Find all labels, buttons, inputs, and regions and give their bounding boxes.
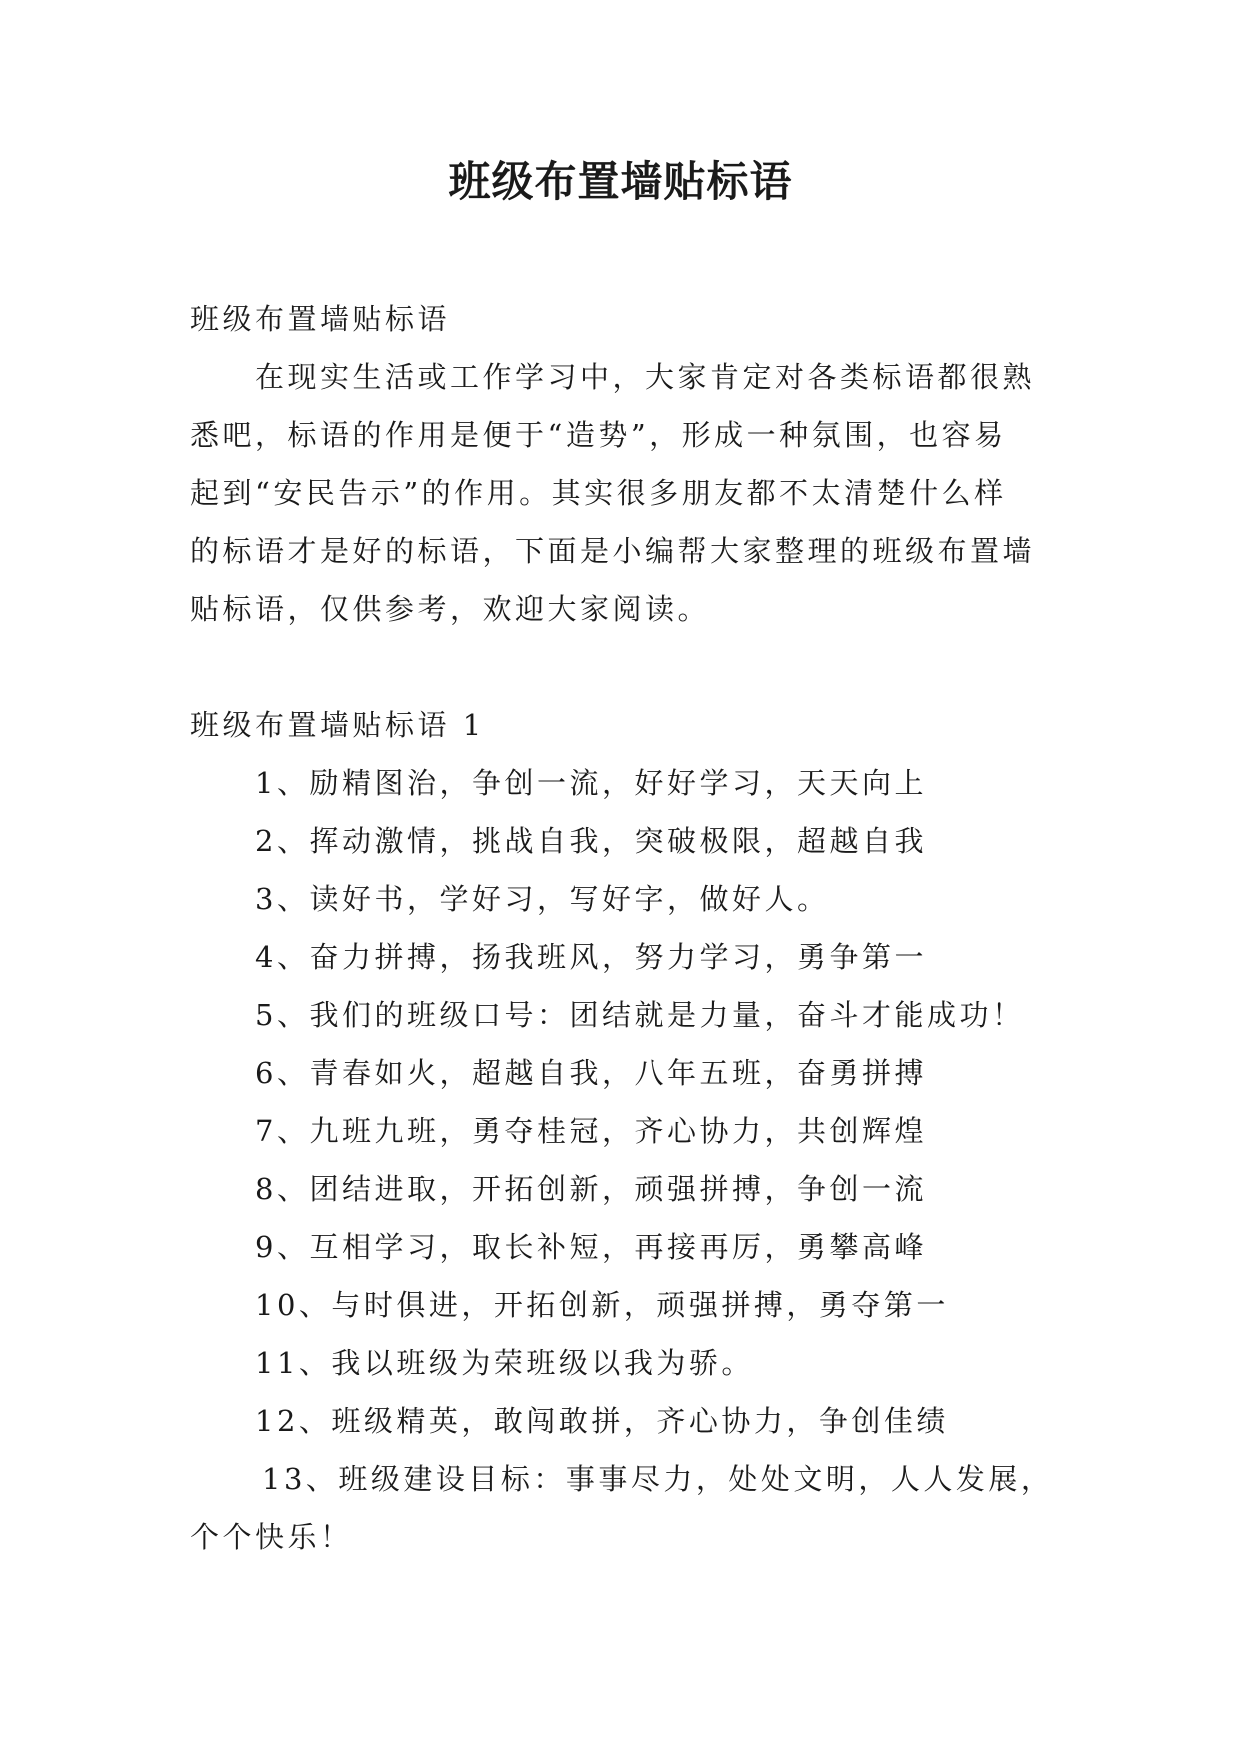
list-item: 5、我们的班级口号：团结就是力量，奋斗才能成功！ bbox=[255, 998, 1025, 1032]
list-item: 11、我以班级为荣班级以我为骄。 bbox=[255, 1346, 754, 1380]
list-item: 3、读好书，学好习，写好字，做好人。 bbox=[255, 882, 830, 916]
document-title: 班级布置墙贴标语 bbox=[448, 157, 793, 206]
list-item-line: 个个快乐！ bbox=[190, 1520, 353, 1554]
list-item: 6、青春如火，超越自我，八年五班，奋勇拼搏 bbox=[255, 1056, 927, 1090]
intro-line: 悉吧，标语的作用是便于“造势”，形成一种氛围，也容易 bbox=[190, 418, 1007, 452]
intro-line: 的标语才是好的标语，下面是小编帮大家整理的班级布置墙 bbox=[190, 534, 1036, 568]
list-item: 4、奋力拼搏，扬我班风，努力学习，勇争第一 bbox=[255, 940, 927, 974]
paragraph-spacer bbox=[190, 638, 1060, 696]
list-item: 12、班级精英，敢闯敢拼，齐心协力，争创佳绩 bbox=[255, 1404, 949, 1438]
intro-line: 贴标语，仅供参考，欢迎大家阅读。 bbox=[190, 592, 711, 626]
section-heading: 班级布置墙贴标语 1 bbox=[190, 708, 485, 742]
list-item: 1、励精图治，争创一流，好好学习，天天向上 bbox=[255, 766, 927, 800]
list-item: 2、挥动激情，挑战自我，突破极限，超越自我 bbox=[255, 824, 927, 858]
list-item: 7、九班九班，勇夺桂冠，齐心协力，共创辉煌 bbox=[255, 1114, 927, 1148]
document-body bbox=[190, 290, 1060, 1566]
list-item: 9、互相学习，取长补短，再接再厉，勇攀高峰 bbox=[255, 1230, 927, 1264]
list-item: 10、与时俱进，开拓创新，顽强拼搏，勇夺第一 bbox=[255, 1288, 949, 1322]
list-item-line: 13、班级建设目标：事事尽力，处处文明，人人发展， bbox=[262, 1462, 1054, 1496]
document-subtitle: 班级布置墙贴标语 bbox=[190, 302, 451, 336]
intro-line: 起到“安民告示”的作用。其实很多朋友都不太清楚什么样 bbox=[190, 476, 1007, 510]
list-item: 8、团结进取，开拓创新，顽强拼搏，争创一流 bbox=[255, 1172, 927, 1206]
intro-line: 在现实生活或工作学习中，大家肯定对各类标语都很熟 bbox=[255, 360, 1036, 394]
